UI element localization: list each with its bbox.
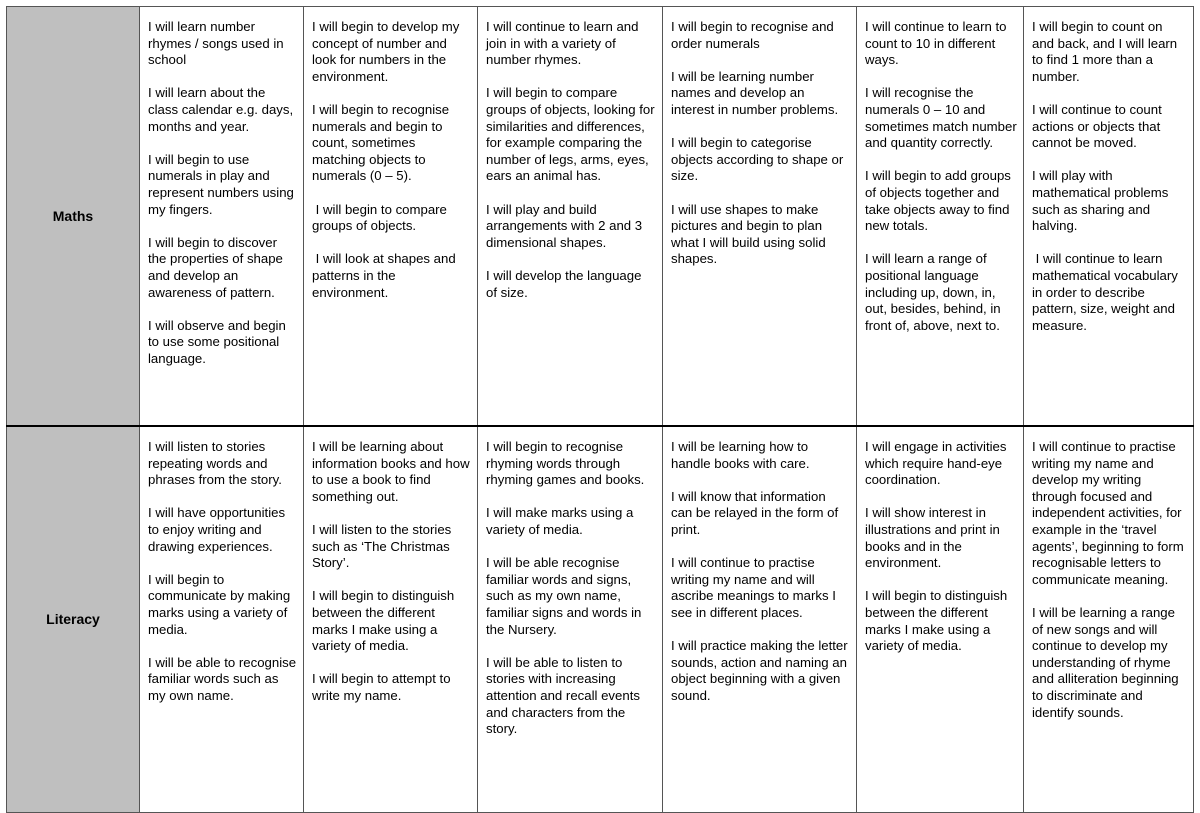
outcome-statement: I will begin to compare groups of objects, looking for similarities and differences, for example comparing the number of legs, arms, eyes, ears an animal has. — [486, 85, 659, 184]
outcome-statement: I will begin to use numerals in play and represent numbers using my fingers. — [148, 151, 298, 217]
outcome-cell — [140, 7, 304, 427]
outcome-statement: I will recognise the numerals 0 – 10 and sometimes match number and quantity correctly. — [865, 85, 1021, 151]
outcome-statement: I will engage in activities which require hand-eye coordination. — [865, 439, 1011, 488]
outcome-statement: I will have opportunities to enjoy writing and drawing experiences. — [148, 505, 289, 554]
outcome-statement: I will listen to the stories such as ‘The Christmas Story’. — [312, 521, 455, 571]
subject-label: Literacy — [7, 426, 140, 813]
table-row — [7, 7, 1194, 427]
outcome-statement: I will be learning number names and develop an interest in number problems. — [671, 68, 839, 117]
outcome-cell — [478, 426, 663, 813]
outcome-statement: I will continue to learn mathematical vocabulary in order to describe pattern, size, weight and measure. — [1032, 251, 1182, 333]
curriculum-table — [6, 6, 1194, 813]
outcome-statement: I will begin to attempt to write my name. — [312, 671, 455, 703]
outcome-statement: I will learn number rhymes / songs used in school — [148, 19, 288, 68]
outcome-statement: I will begin to compare groups of objects. — [312, 201, 451, 234]
outcome-statement: I will continue to count actions or objects that cannot be moved. — [1032, 101, 1166, 151]
outcome-cell — [140, 426, 304, 813]
outcome-statement: I will practice making the letter sounds, action and naming an object beginning with a given sound. — [671, 638, 852, 703]
outcome-statement: I will continue to learn and join in with a variety of number rhymes. — [486, 19, 643, 68]
outcome-cell — [857, 426, 1024, 813]
outcome-statement: I will begin to add groups of objects together and take objects away to find new totals. — [865, 168, 1015, 234]
outcome-cell — [1024, 7, 1194, 427]
outcome-statement: I will develop the language of size. — [486, 267, 646, 300]
outcome-cell — [663, 7, 857, 427]
outcome-cell — [1024, 426, 1194, 813]
outcome-statement: I will learn about the class calendar e.g. days, months and year. — [148, 85, 297, 134]
outcome-statement: I will be learning how to handle books with care. — [671, 439, 812, 471]
outcome-statement: I will show interest in illustrations and print in books and in the environment. — [865, 505, 1004, 571]
outcome-statement: I will begin to distinguish between the different marks I make using a variety of media. — [865, 588, 1011, 654]
outcome-statement: I will listen to stories repeating words and phrases from the story. — [148, 439, 282, 488]
table-row — [7, 426, 1194, 813]
outcome-statement: I will begin to recognise numerals and begin to count, sometimes matching objects to numerals (0 – 5). — [312, 101, 453, 184]
outcome-statement: I will begin to recognise rhyming words through rhyming games and books. — [486, 439, 645, 488]
outcome-statement: I will begin to develop my concept of number and look for numbers in the environment. — [312, 19, 464, 84]
outcome-cell — [857, 7, 1024, 427]
outcome-statement: I will begin to recognise and order numerals — [671, 19, 838, 51]
outcome-statement: I will continue to practise writing my name and will ascribe meanings to marks I see in different places. — [671, 555, 840, 620]
table-body — [7, 7, 1194, 813]
outcome-statement: I will play with mathematical problems such as sharing and halving. — [1032, 168, 1172, 234]
outcome-cell — [304, 426, 478, 813]
subject-label: Maths — [7, 7, 140, 427]
outcome-statement: I will be able to listen to stories with increasing attention and recall events and characters from the story. — [486, 654, 644, 737]
outcome-statement: I will begin to distinguish between the different marks I make using a variety of media. — [312, 588, 458, 654]
outcome-statement: I will be able recognise familiar words and signs, such as my own name, familiar signs and words in the Nursery. — [486, 555, 646, 637]
outcome-cell — [478, 7, 663, 427]
outcome-statement: I will continue to practise writing my name and develop my writing through focused and independent activities, for example in the ‘travel agents’, beginning to form recognisable letters to communicate meaning. — [1032, 439, 1188, 587]
outcome-statement: I will make marks using a variety of media. — [486, 505, 637, 537]
outcome-statement: I will begin to categorise objects according to shape or size. — [671, 135, 847, 184]
outcome-statement: I will observe and begin to use some positional language. — [148, 317, 290, 366]
outcome-statement: I will begin to discover the properties of shape and develop an awareness of pattern. — [148, 234, 287, 300]
outcome-statement: I will begin to count on and back, and I will learn to find 1 more than a number. — [1032, 19, 1181, 84]
outcome-cell — [304, 7, 478, 427]
outcome-cell — [663, 426, 857, 813]
outcome-statement: I will use shapes to make pictures and begin to plan what I will build using solid shapes. — [671, 201, 830, 267]
outcome-statement: I will be learning about information books and how to use a book to find something out. — [312, 439, 474, 504]
outcome-statement: I will be able to recognise familiar words such as my own name. — [148, 654, 300, 703]
outcome-statement: I will be learning a range of new songs and will continue to develop my understanding of rhyme and alliteration beginning to discriminate and identify sounds. — [1032, 604, 1183, 720]
outcome-statement: I will know that information can be relayed in the form of print. — [671, 488, 842, 537]
outcome-statement: I will play and build arrangements with 2 and 3 dimensional shapes. — [486, 201, 646, 250]
outcome-statement: I will learn a range of positional language including up, down, in, out, besides, behind, in front of, above, next to. — [865, 251, 1005, 333]
outcome-statement: I will look at shapes and patterns in the environment. — [312, 251, 460, 300]
outcome-statement: I will continue to learn to count to 10 in different ways. — [865, 19, 1011, 68]
outcome-statement: I will begin to communicate by making marks using a variety of media. — [148, 571, 294, 637]
